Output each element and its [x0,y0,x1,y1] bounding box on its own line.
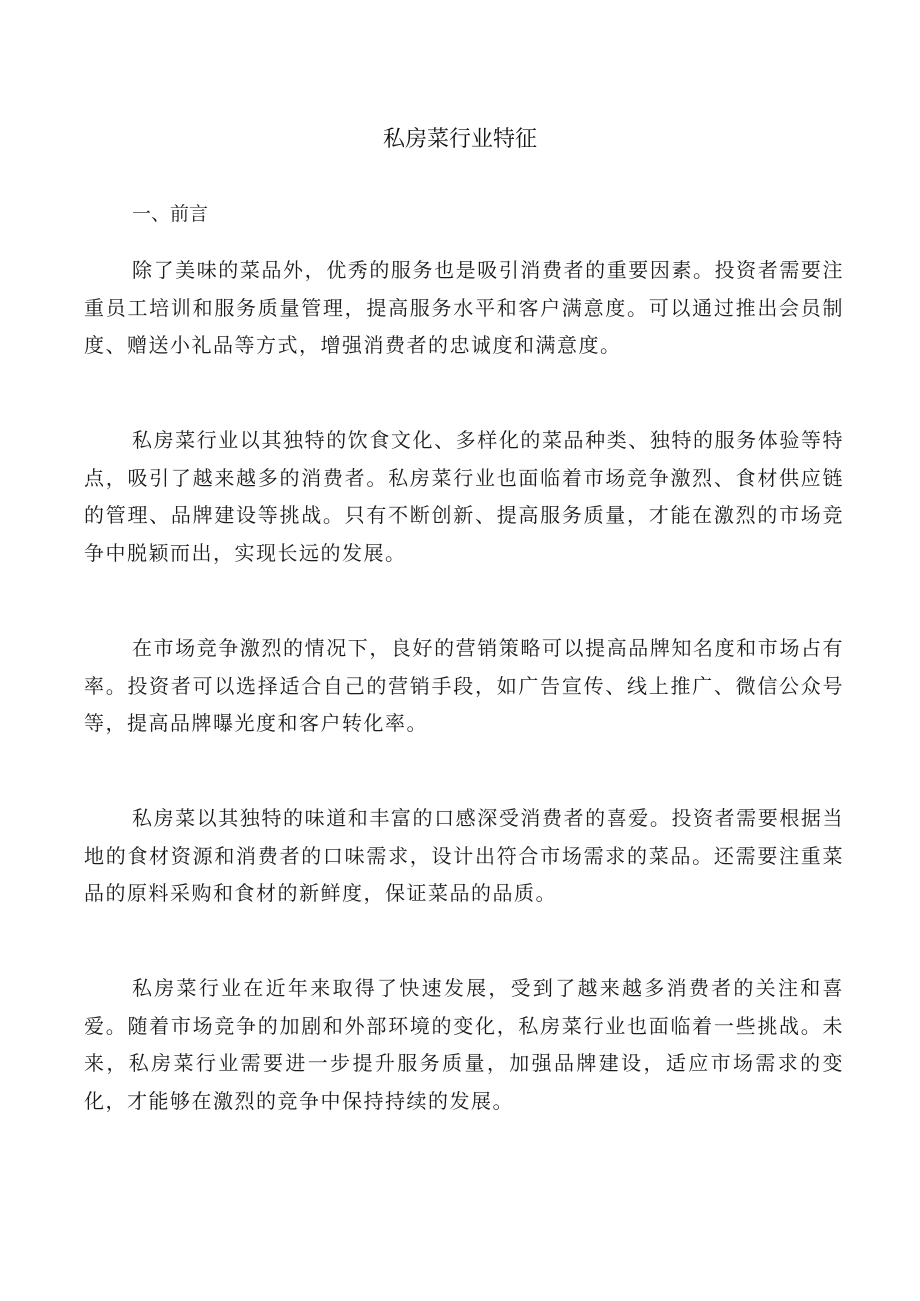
paragraph: 私房菜行业在近年来取得了快速发展，受到了越来越多消费者的关注和喜爱。随着市场竞争的加剧和外部环境的变化，私房菜行业也面临着一些挑战。未来，私房菜行业需要进一步提升服务质量，加强品牌建设，适应市场需求的变化，才能够在激烈的竞争中保持持续的发展。 [84,976,844,1113]
paragraph: 私房菜以其独特的味道和丰富的口感深受消费者的喜爱。投资者需要根据当地的食材资源和消费者的口味需求，设计出符合市场需求的菜品。还需要注重菜品的原料采购和食材的新鲜度，保证菜品的品质。 [84,806,844,905]
paragraph: 私房菜行业以其独特的饮食文化、多样化的菜品种类、独特的服务体验等特点，吸引了越来越多的消费者。私房菜行业也面临着市场竞争激烈、食材供应链的管理、品牌建设等挑战。只有不断创新、提高服务质量，才能在激烈的市场竞争中脱颖而出，实现长远的发展。 [84,428,844,565]
paragraph: 除了美味的菜品外，优秀的服务也是吸引消费者的重要因素。投资者需要注重员工培训和服务质量管理，提高服务水平和客户满意度。可以通过推出会员制度、赠送小礼品等方式，增强消费者的忠诚度和满意度。 [84,258,844,357]
section-heading: 一、前言 [132,203,209,225]
document-title: 私房菜行业特征 [382,127,537,152]
paragraph: 在市场竞争激烈的情况下，良好的营销策略可以提高品牌知名度和市场占有率。投资者可以选择适合自己的营销手段，如广告宣传、线上推广、微信公众号等，提高品牌曝光度和客户转化率。 [84,636,844,735]
